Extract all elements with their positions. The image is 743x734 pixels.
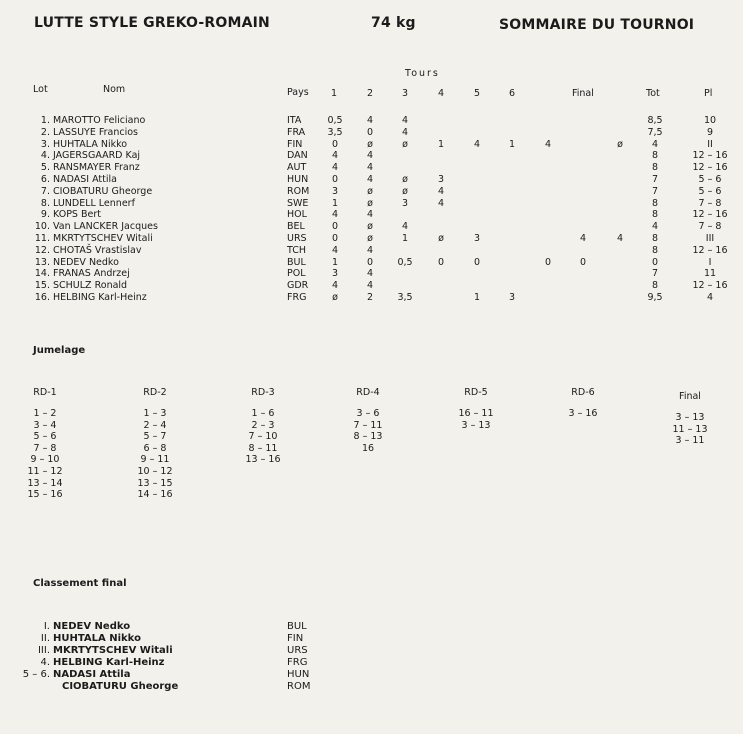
row-r4: 4 <box>437 197 445 209</box>
row-f3: 4 <box>616 233 624 244</box>
row-r5: 4 <box>473 138 481 150</box>
row-r1: 3 <box>331 268 339 280</box>
row-country: HOL <box>287 209 307 221</box>
col-nom: Nom <box>103 84 126 95</box>
jumelage-pair: 3 – 6 <box>356 408 380 419</box>
row-tot: 8 <box>651 150 659 162</box>
row-tot: 8 <box>651 233 659 244</box>
row-country: FRA <box>287 126 306 138</box>
row-r6: 1 <box>508 138 516 150</box>
wrestler-name: HELBING Karl-Heinz <box>53 657 165 668</box>
row-tot: 4 <box>651 138 659 150</box>
row-country: FIN <box>287 138 303 150</box>
row-r3: 1 <box>401 233 409 244</box>
jumelage-pair: 16 <box>361 442 375 454</box>
jumelage-pair: 3 – 11 <box>675 435 705 447</box>
row-lot: 15. <box>34 280 50 292</box>
row-pl: III <box>705 233 715 244</box>
row-tot: 7 <box>651 174 659 185</box>
row-tot: 8 <box>651 162 659 174</box>
row-r4: 3 <box>437 174 445 185</box>
row-r1: 3,5 <box>327 126 343 138</box>
row-name: MAROTTO Feliciano <box>53 115 146 126</box>
row-r3: ø <box>402 138 408 150</box>
row-name: FRANAS Andrzej <box>53 268 130 280</box>
jumelage-pair: 3 – 4 <box>33 419 57 431</box>
row-f1: 4 <box>544 138 552 150</box>
col-round-1: 1 <box>330 88 338 99</box>
row-r1: 3 <box>331 185 339 197</box>
jumelage-pair: 1 – 6 <box>251 408 275 419</box>
jumelage-pair: 1 – 3 <box>143 408 167 419</box>
row-r3: 3,5 <box>397 292 413 303</box>
row-lot: 8. <box>40 197 50 209</box>
row-name: LUNDELL Lennerf <box>53 197 135 209</box>
jumelage-pair: 11 – 13 <box>672 423 708 435</box>
row-r2: 0 <box>366 256 374 268</box>
row-r1: 1 <box>331 256 339 268</box>
row-f2: 4 <box>579 233 587 244</box>
row-pl: 7 – 8 <box>698 197 722 209</box>
row-name: KOPS Bert <box>53 209 101 221</box>
row-country: TCH <box>287 244 307 256</box>
row-country: ROM <box>287 185 310 197</box>
wrestler-country: BUL <box>287 621 307 632</box>
rank-label: 5 – 6. <box>22 669 50 680</box>
row-pl: 4 <box>706 292 714 303</box>
jumelage-pair: 14 – 16 <box>137 489 173 501</box>
row-lot: 12. <box>34 244 50 256</box>
row-r2: ø <box>367 233 373 244</box>
row-lot: 16. <box>34 292 50 303</box>
row-lot: 14. <box>34 268 50 280</box>
row-pl: I <box>708 256 712 268</box>
row-r3: ø <box>402 185 408 197</box>
jumelage-pair: 13 – 16 <box>245 454 281 466</box>
row-lot: 11. <box>34 233 50 244</box>
classement-title: Classement final <box>33 578 127 589</box>
col-final: Final <box>572 88 594 99</box>
row-name: CHOTAŠ Vrastislav <box>53 244 142 256</box>
row-r3: 4 <box>401 221 409 233</box>
row-lot: 7. <box>40 185 50 197</box>
wrestler-name: HUHTALA Nikko <box>53 633 141 644</box>
row-r2: 4 <box>366 244 374 256</box>
wrestler-country: FRG <box>287 657 308 668</box>
jumelage-title: Jumelage <box>33 345 86 356</box>
wrestler-country: FIN <box>287 633 304 644</box>
row-name: Van LANCKER Jacques <box>53 221 158 233</box>
jumelage-pair: 3 – 13 <box>461 419 491 431</box>
row-r1: 4 <box>331 209 339 221</box>
row-name: HELBING Karl-Heinz <box>53 292 147 303</box>
row-r4: 4 <box>437 185 445 197</box>
row-r4: 0 <box>437 256 445 268</box>
row-pl: 10 <box>703 115 717 126</box>
row-pl: 9 <box>706 126 714 138</box>
row-tot: 7 <box>651 185 659 197</box>
row-tot: 9,5 <box>647 292 663 303</box>
row-r1: 0,5 <box>327 115 343 126</box>
row-country: BEL <box>287 221 305 233</box>
row-name: MKRTYTSCHEV Witali <box>53 233 153 244</box>
jumelage-round-label: RD-2 <box>143 387 167 398</box>
summary-title: SOMMAIRE DU TOURNOI <box>499 17 695 33</box>
jumelage-pair: 3 – 13 <box>675 412 705 423</box>
row-r3: ø <box>402 174 408 185</box>
row-r1: 4 <box>331 244 339 256</box>
row-r5: 1 <box>473 292 481 303</box>
row-pl: 12 – 16 <box>692 244 728 256</box>
jumelage-pair: 16 – 11 <box>458 408 494 419</box>
row-country: GDR <box>287 280 309 292</box>
jumelage-pair: 7 – 10 <box>248 431 278 443</box>
col-round-4: 4 <box>437 88 445 99</box>
row-tot: 8 <box>651 280 659 292</box>
col-pl: Pl <box>704 88 713 99</box>
row-r3: 4 <box>401 126 409 138</box>
row-pl: 5 – 6 <box>698 174 722 185</box>
row-tot: 8,5 <box>647 115 663 126</box>
jumelage-pair: 8 – 13 <box>353 431 383 443</box>
row-name: NEDEV Nedko <box>53 256 119 268</box>
jumelage-pair: 5 – 7 <box>143 431 167 443</box>
row-lot: 6. <box>40 174 50 185</box>
row-tot: 8 <box>651 197 659 209</box>
row-r1: 1 <box>331 197 339 209</box>
row-r2: ø <box>367 138 373 150</box>
row-country: URS <box>287 233 307 244</box>
jumelage-pair: 11 – 12 <box>27 466 63 477</box>
jumelage-round-label: RD-5 <box>464 387 488 398</box>
row-r4: ø <box>438 233 444 244</box>
row-pl: 11 <box>703 268 717 280</box>
row-pl: 5 – 6 <box>698 185 722 197</box>
row-r2: 4 <box>366 268 374 280</box>
jumelage-round-label: RD-1 <box>33 387 57 398</box>
wrestler-country: URS <box>287 645 308 656</box>
jumelage-round-label: RD-4 <box>356 387 380 398</box>
row-tot: 8 <box>651 209 659 221</box>
weight-class: 74 kg <box>371 15 416 31</box>
jumelage-pair: 7 – 11 <box>353 419 383 431</box>
row-r2: ø <box>367 185 373 197</box>
row-f1: 0 <box>544 256 552 268</box>
col-round-5: 5 <box>473 88 481 99</box>
row-r2: 4 <box>366 115 374 126</box>
row-name: JAGERSGAARD Kaj <box>53 150 141 162</box>
row-country: SWE <box>287 197 309 209</box>
row-pl: 12 – 16 <box>692 162 728 174</box>
row-r1: 4 <box>331 162 339 174</box>
row-pl: 12 – 16 <box>692 150 728 162</box>
row-pl: II <box>707 138 713 150</box>
col-round-3: 3 <box>401 88 409 99</box>
wrestler-name: NEDEV Nedko <box>53 621 131 632</box>
row-name: LASSUYE Francios <box>53 126 138 138</box>
row-country: DAN <box>287 150 308 162</box>
row-lot: 3. <box>40 138 50 150</box>
col-pays: Pays <box>287 87 309 98</box>
row-lot: 5. <box>40 162 50 174</box>
jumelage-pair: 6 – 8 <box>143 442 167 454</box>
jumelage-pair: 3 – 16 <box>568 408 598 419</box>
row-country: BUL <box>287 256 306 268</box>
row-r2: 2 <box>366 292 374 303</box>
row-name: HUHTALA Nikko <box>53 138 128 150</box>
row-country: FRG <box>287 292 307 303</box>
row-name: RANSMAYER Franz <box>53 162 140 174</box>
row-name: CIOBATURU Gheorge <box>53 185 153 197</box>
jumelage-pair: 5 – 6 <box>33 431 57 443</box>
wrestler-name: CIOBATURU Gheorge <box>62 681 179 692</box>
jumelage-pair: 10 – 12 <box>137 466 173 477</box>
row-lot: 10. <box>34 221 50 233</box>
wrestler-country: ROM <box>287 681 311 692</box>
jumelage-pair: 9 – 11 <box>140 454 170 466</box>
row-tot: 4 <box>651 221 659 233</box>
row-r2: 4 <box>366 150 374 162</box>
jumelage-pair: 2 – 4 <box>143 419 167 431</box>
row-country: HUN <box>287 174 309 185</box>
row-r1: 0 <box>331 138 339 150</box>
row-r2: 4 <box>366 280 374 292</box>
tours-label: Tours <box>405 68 440 79</box>
row-country: POL <box>287 268 306 280</box>
row-pl: 12 – 16 <box>692 209 728 221</box>
row-tot: 7 <box>651 268 659 280</box>
rank-label: II. <box>40 633 50 644</box>
row-name: SCHULZ Ronald <box>53 280 128 292</box>
row-r1: 0 <box>331 174 339 185</box>
jumelage-pair: 9 – 10 <box>30 454 60 466</box>
row-r2: 4 <box>366 209 374 221</box>
row-r3: 3 <box>401 197 409 209</box>
col-round-6: 6 <box>508 88 516 99</box>
row-r4: 1 <box>437 138 445 150</box>
row-tot: 0 <box>651 256 659 268</box>
jumelage-round-label: Final <box>679 391 701 402</box>
row-r6: 3 <box>508 292 516 303</box>
rank-label: 4. <box>40 657 50 668</box>
row-tot: 7,5 <box>647 126 663 138</box>
jumelage-round-label: RD-3 <box>251 387 275 398</box>
row-r3: 4 <box>401 115 409 126</box>
row-r1: 0 <box>331 233 339 244</box>
row-lot: 2. <box>40 126 50 138</box>
col-tot: Tot <box>646 88 660 99</box>
jumelage-pair: 8 – 11 <box>248 442 278 454</box>
jumelage-pair: 15 – 16 <box>27 489 63 501</box>
col-round-2: 2 <box>366 88 374 99</box>
row-lot: 9. <box>40 209 50 221</box>
row-pl: 7 – 8 <box>698 221 722 233</box>
jumelage-pair: 1 – 2 <box>33 408 57 419</box>
wrestler-country: HUN <box>287 669 310 680</box>
row-r1: ø <box>332 292 338 303</box>
event-title: LUTTE STYLE GREKO-ROMAIN <box>34 15 270 31</box>
row-r2: 4 <box>366 162 374 174</box>
jumelage-pair: 7 – 8 <box>33 442 57 454</box>
row-r2: 0 <box>366 126 374 138</box>
row-r1: 4 <box>331 280 339 292</box>
row-f4: ø <box>617 138 623 150</box>
row-r2: 4 <box>366 174 374 185</box>
row-r2: ø <box>367 197 373 209</box>
wrestler-name: MKRTYTSCHEV Witali <box>53 645 173 656</box>
jumelage-pair: 2 – 3 <box>251 419 275 431</box>
row-f2: 0 <box>579 256 587 268</box>
row-r5: 3 <box>473 233 481 244</box>
row-country: ITA <box>287 115 302 126</box>
rank-label: I. <box>43 621 50 632</box>
row-pl: 12 – 16 <box>692 280 728 292</box>
row-lot: 13. <box>34 256 50 268</box>
wrestler-name: NADASI Attila <box>53 669 131 680</box>
row-country: AUT <box>287 162 307 174</box>
row-r2: ø <box>367 221 373 233</box>
rank-label: III. <box>37 645 50 656</box>
row-lot: 4. <box>40 150 50 162</box>
row-r1: 4 <box>331 150 339 162</box>
row-r5: 0 <box>473 256 481 268</box>
row-r1: 0 <box>331 221 339 233</box>
jumelage-pair: 13 – 15 <box>137 477 173 489</box>
jumelage-pair: 13 – 14 <box>27 477 63 489</box>
row-lot: 1. <box>40 115 50 126</box>
col-lot: Lot <box>33 84 48 95</box>
jumelage-round-label: RD-6 <box>571 387 595 398</box>
row-name: NADASI Attila <box>53 174 117 185</box>
row-tot: 8 <box>651 244 659 256</box>
row-r3: 0,5 <box>397 256 413 268</box>
